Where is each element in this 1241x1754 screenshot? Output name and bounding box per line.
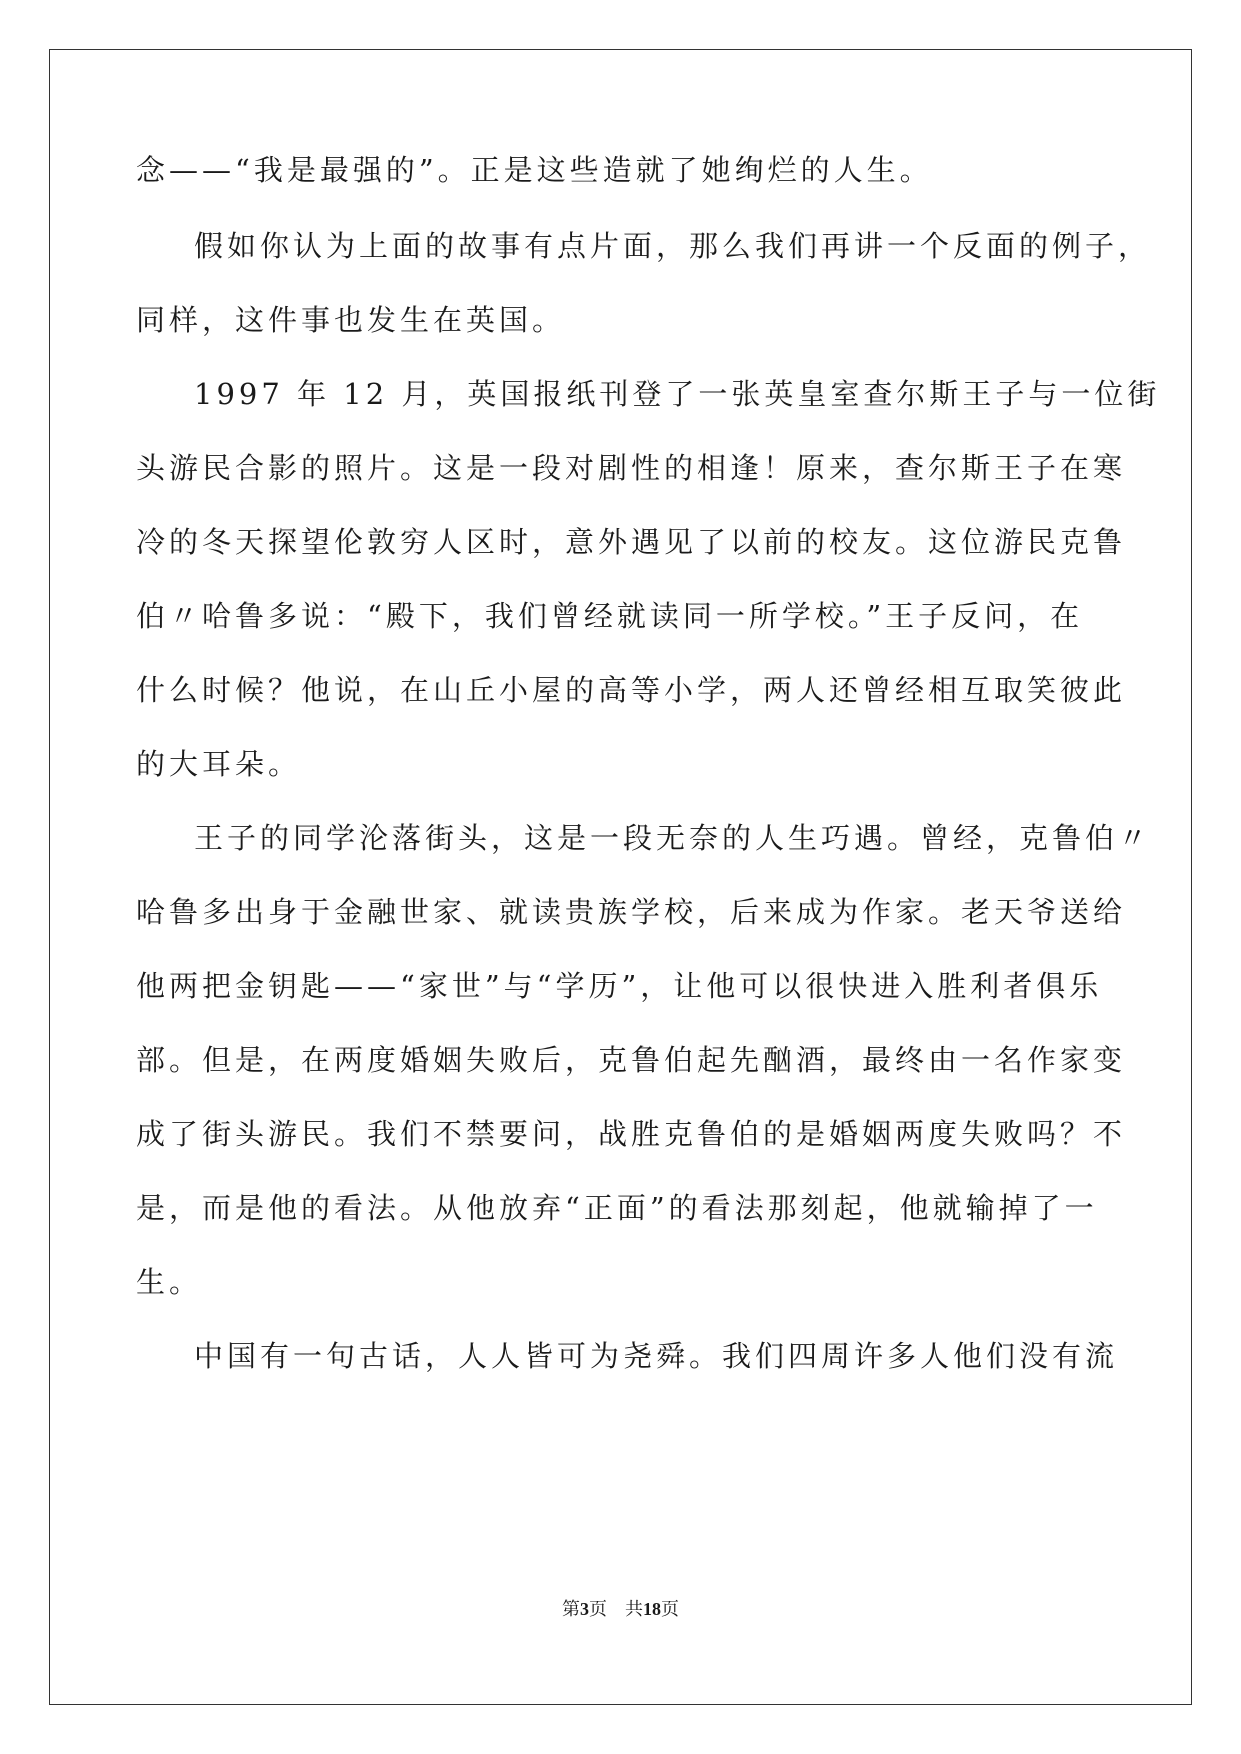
text-line: 什么时候？他说，在山丘小屋的高等小学，两人还曾经相互取笑彼此 <box>136 673 1127 707</box>
total-suffix: 页 <box>661 1599 679 1619</box>
page-border <box>49 49 1192 1705</box>
text-line: 头游民合影的照片。这是一段对剧性的相逢！原来，查尔斯王子在寒 <box>136 451 1127 485</box>
text-line: 部。但是，在两度婚姻失败后，克鲁伯起先酗酒，最终由一名作家变 <box>136 1043 1127 1077</box>
text-line: 是，而是他的看法。从他放弃“正面”的看法那刻起，他就输掉了一 <box>136 1191 1098 1225</box>
text-line: 他两把金钥匙——“家世”与“学历”，让他可以很快进入胜利者俱乐 <box>136 969 1103 1003</box>
text-line: 中国有一句古话，人人皆可为尧舜。我们四周许多人他们没有流 <box>194 1339 1119 1373</box>
text-line: 伯〃哈鲁多说：“殿下，我们曾经就读同一所学校。”王子反问，在 <box>136 599 1084 633</box>
text-line: 生。 <box>136 1265 203 1299</box>
text-line: 冷的冬天探望伦敦穷人区时，意外遇见了以前的校友。这位游民克鲁 <box>136 525 1127 559</box>
text-line: 假如你认为上面的故事有点片面，那么我们再讲一个反面的例子， <box>194 229 1152 263</box>
text-line: 1997 年 12 月，英国报纸刊登了一张英皇室查尔斯王子与一位街 <box>194 377 1161 411</box>
page-total: 18 <box>643 1599 661 1619</box>
text-line: 念——“我是最强的”。正是这些造就了她绚烂的人生。 <box>136 153 933 187</box>
text-line: 哈鲁多出身于金融世家、就读贵族学校，后来成为作家。老天爷送给 <box>136 895 1127 929</box>
page-footer <box>0 1597 1241 1621</box>
text-line: 同样，这件事也发生在英国。 <box>136 303 566 337</box>
page-suffix: 页 <box>589 1599 607 1619</box>
text-line: 王子的同学沦落街头，这是一段无奈的人生巧遇。曾经，克鲁伯〃 <box>194 821 1152 855</box>
total-prefix: 共 <box>625 1599 643 1619</box>
text-line: 成了街头游民。我们不禁要问，战胜克鲁伯的是婚姻两度失败吗？不 <box>136 1117 1127 1151</box>
page-prefix: 第 <box>562 1599 580 1619</box>
text-line: 的大耳朵。 <box>136 747 302 781</box>
page-current: 3 <box>580 1599 589 1619</box>
